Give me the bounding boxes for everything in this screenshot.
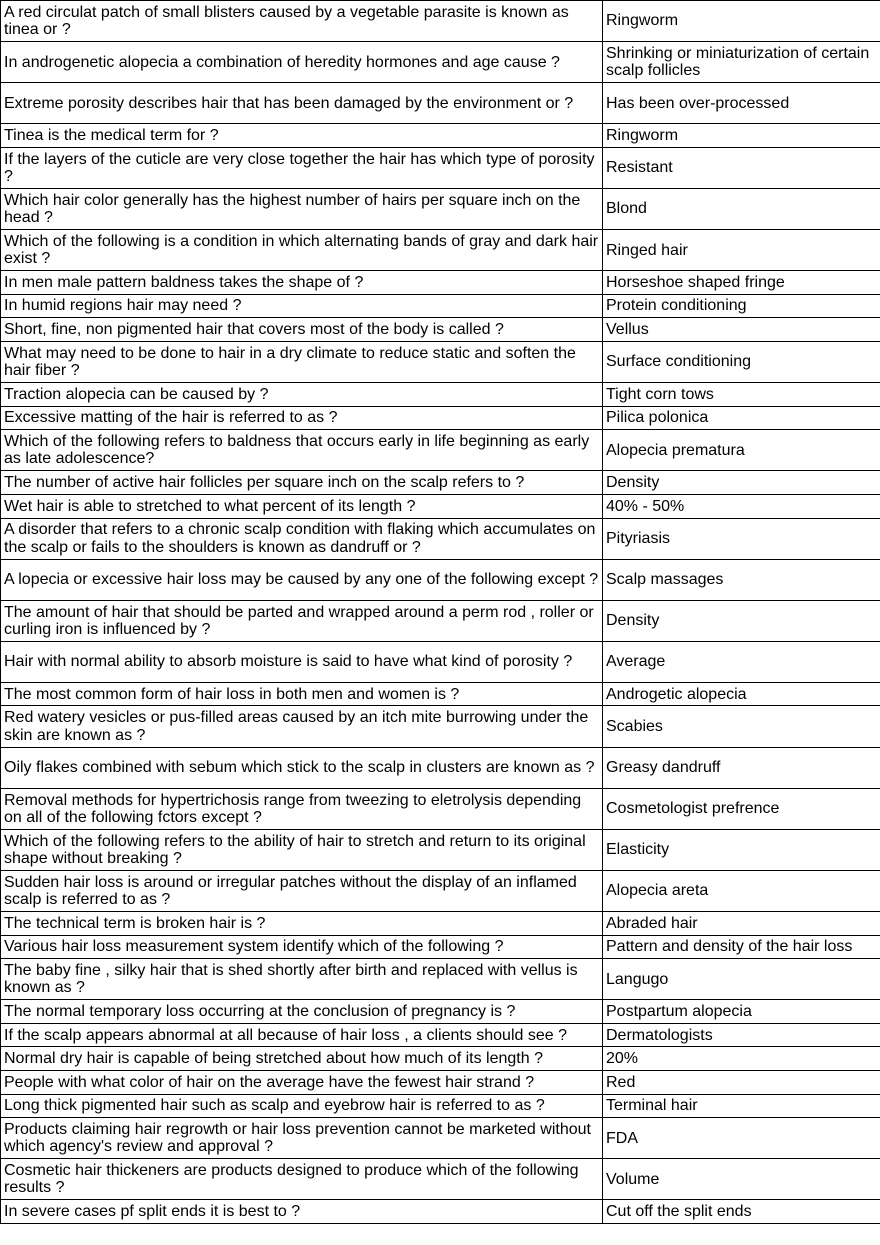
question-cell: Normal dry hair is capable of being stretched about how much of its length ? — [1, 1047, 603, 1071]
table-row — [1, 682, 880, 706]
question-cell: Excessive matting of the hair is referred to as ? — [1, 406, 603, 430]
answer-cell: Shrinking or miniaturization of certain scalp follicles — [603, 42, 880, 83]
question-cell: People with what color of hair on the average have the fewest hair strand ? — [1, 1071, 603, 1095]
table-row — [1, 271, 880, 295]
question-cell: The most common form of hair loss in both men and women is ? — [1, 682, 603, 706]
table-row — [1, 1118, 880, 1159]
table-row — [1, 829, 880, 870]
table-row — [1, 959, 880, 1000]
answer-cell: Pattern and density of the hair loss — [603, 935, 880, 959]
question-cell: Sudden hair loss is around or irregular patches without the display of an inflamed scalp is referred to as ? — [1, 870, 603, 911]
question-cell: A lopecia or excessive hair loss may be caused by any one of the following except ? — [1, 559, 603, 600]
answer-cell: Pityriasis — [603, 518, 880, 559]
table-row — [1, 1071, 880, 1095]
answer-cell: Pilica polonica — [603, 406, 880, 430]
answer-cell: Density — [603, 600, 880, 641]
question-cell: In androgenetic alopecia a combination of heredity hormones and age cause ? — [1, 42, 603, 83]
question-cell: In men male pattern baldness takes the shape of ? — [1, 271, 603, 295]
table-row — [1, 1, 880, 42]
table-row — [1, 935, 880, 959]
question-cell: In severe cases pf split ends it is best to ? — [1, 1200, 603, 1224]
question-cell: What may need to be done to hair in a dry climate to reduce static and soften the hair fiber ? — [1, 341, 603, 382]
table-row — [1, 870, 880, 911]
table-row — [1, 83, 880, 124]
answer-cell: FDA — [603, 1118, 880, 1159]
question-cell: Removal methods for hypertrichosis range from tweezing to eletrolysis depending on all of the following fctors except ? — [1, 788, 603, 829]
table-row — [1, 430, 880, 471]
answer-cell: Blond — [603, 188, 880, 229]
question-cell: The baby fine , silky hair that is shed shortly after birth and replaced with vellus is known as ? — [1, 959, 603, 1000]
table-row — [1, 471, 880, 495]
table-row — [1, 1000, 880, 1024]
question-cell: A red circulat patch of small blisters caused by a vegetable parasite is known as tinea or ? — [1, 1, 603, 42]
table-row — [1, 1094, 880, 1118]
question-cell: Which of the following refers to the ability of hair to stretch and return to its original shape without breaking ? — [1, 829, 603, 870]
table-row — [1, 406, 880, 430]
answer-cell: Postpartum alopecia — [603, 1000, 880, 1024]
answer-cell: Tight corn tows — [603, 383, 880, 407]
table-row — [1, 559, 880, 600]
table-row — [1, 788, 880, 829]
table-row — [1, 42, 880, 83]
answer-cell: Dermatologists — [603, 1023, 880, 1047]
question-cell: Cosmetic hair thickeners are products designed to produce which of the following results ? — [1, 1159, 603, 1200]
answer-cell: 20% — [603, 1047, 880, 1071]
answer-cell: Surface conditioning — [603, 341, 880, 382]
table-row — [1, 383, 880, 407]
answer-cell: Ringed hair — [603, 230, 880, 271]
question-cell: Which of the following is a condition in which alternating bands of gray and dark hair exist ? — [1, 230, 603, 271]
answer-cell: Ringworm — [603, 124, 880, 148]
table-row — [1, 1159, 880, 1200]
question-cell: If the scalp appears abnormal at all because of hair loss , a clients should see ? — [1, 1023, 603, 1047]
table-row — [1, 230, 880, 271]
answer-cell: Volume — [603, 1159, 880, 1200]
table-row — [1, 1047, 880, 1071]
answer-cell: Scabies — [603, 706, 880, 747]
question-cell: Short, fine, non pigmented hair that covers most of the body is called ? — [1, 318, 603, 342]
answer-cell: Protein conditioning — [603, 294, 880, 318]
answer-cell: Scalp massages — [603, 559, 880, 600]
question-cell: The normal temporary loss occurring at the conclusion of pregnancy is ? — [1, 1000, 603, 1024]
question-cell: Various hair loss measurement system identify which of the following ? — [1, 935, 603, 959]
table-row — [1, 1023, 880, 1047]
table-row — [1, 494, 880, 518]
answer-cell: Cosmetologist prefrence — [603, 788, 880, 829]
table-row — [1, 124, 880, 148]
question-cell: If the layers of the cuticle are very close together the hair has which type of porosity ? — [1, 147, 603, 188]
answer-cell: Alopecia prematura — [603, 430, 880, 471]
answer-cell: Ringworm — [603, 1, 880, 42]
question-cell: Traction alopecia can be caused by ? — [1, 383, 603, 407]
answer-cell: Greasy dandruff — [603, 747, 880, 788]
table-row — [1, 1200, 880, 1224]
answer-cell: Langugo — [603, 959, 880, 1000]
question-cell: The technical term is broken hair is ? — [1, 911, 603, 935]
answer-cell: Horseshoe shaped fringe — [603, 271, 880, 295]
answer-cell: 40% - 50% — [603, 494, 880, 518]
table-row — [1, 706, 880, 747]
table-row — [1, 318, 880, 342]
table-row — [1, 747, 880, 788]
answer-cell: Vellus — [603, 318, 880, 342]
question-cell: Which hair color generally has the highest number of hairs per square inch on the head ? — [1, 188, 603, 229]
answer-cell: Alopecia areta — [603, 870, 880, 911]
answer-cell: Average — [603, 641, 880, 682]
question-cell: A disorder that refers to a chronic scalp condition with flaking which accumulates on the scalp or fails to the shoulders is known as dandruff or ? — [1, 518, 603, 559]
table-row — [1, 911, 880, 935]
question-cell: Tinea is the medical term for ? — [1, 124, 603, 148]
table-row — [1, 518, 880, 559]
question-cell: Wet hair is able to stretched to what percent of its length ? — [1, 494, 603, 518]
question-cell: Which of the following refers to baldness that occurs early in life beginning as early as late adolescence? — [1, 430, 603, 471]
table-row — [1, 188, 880, 229]
question-cell: In humid regions hair may need ? — [1, 294, 603, 318]
question-cell: Long thick pigmented hair such as scalp and eyebrow hair is referred to as ? — [1, 1094, 603, 1118]
answer-cell: Density — [603, 471, 880, 495]
answer-cell: Has been over-processed — [603, 83, 880, 124]
table-row — [1, 341, 880, 382]
answer-cell: Elasticity — [603, 829, 880, 870]
question-cell: The amount of hair that should be parted and wrapped around a perm rod , roller or curling iron is influenced by ? — [1, 600, 603, 641]
answer-cell: Abraded hair — [603, 911, 880, 935]
question-cell: Oily flakes combined with sebum which stick to the scalp in clusters are known as ? — [1, 747, 603, 788]
table-row — [1, 641, 880, 682]
question-cell: Products claiming hair regrowth or hair loss prevention cannot be marketed without which agency's review and approval ? — [1, 1118, 603, 1159]
answer-cell: Cut off the split ends — [603, 1200, 880, 1224]
question-cell: The number of active hair follicles per square inch on the scalp refers to ? — [1, 471, 603, 495]
table-row — [1, 147, 880, 188]
table-row — [1, 600, 880, 641]
table-row — [1, 294, 880, 318]
answer-cell: Resistant — [603, 147, 880, 188]
question-cell: Extreme porosity describes hair that has been damaged by the environment or ? — [1, 83, 603, 124]
answer-cell: Androgetic alopecia — [603, 682, 880, 706]
answer-cell: Terminal hair — [603, 1094, 880, 1118]
question-cell: Red watery vesicles or pus-filled areas caused by an itch mite burrowing under the skin are known as ? — [1, 706, 603, 747]
answer-cell: Red — [603, 1071, 880, 1095]
question-cell: Hair with normal ability to absorb moisture is said to have what kind of porosity ? — [1, 641, 603, 682]
